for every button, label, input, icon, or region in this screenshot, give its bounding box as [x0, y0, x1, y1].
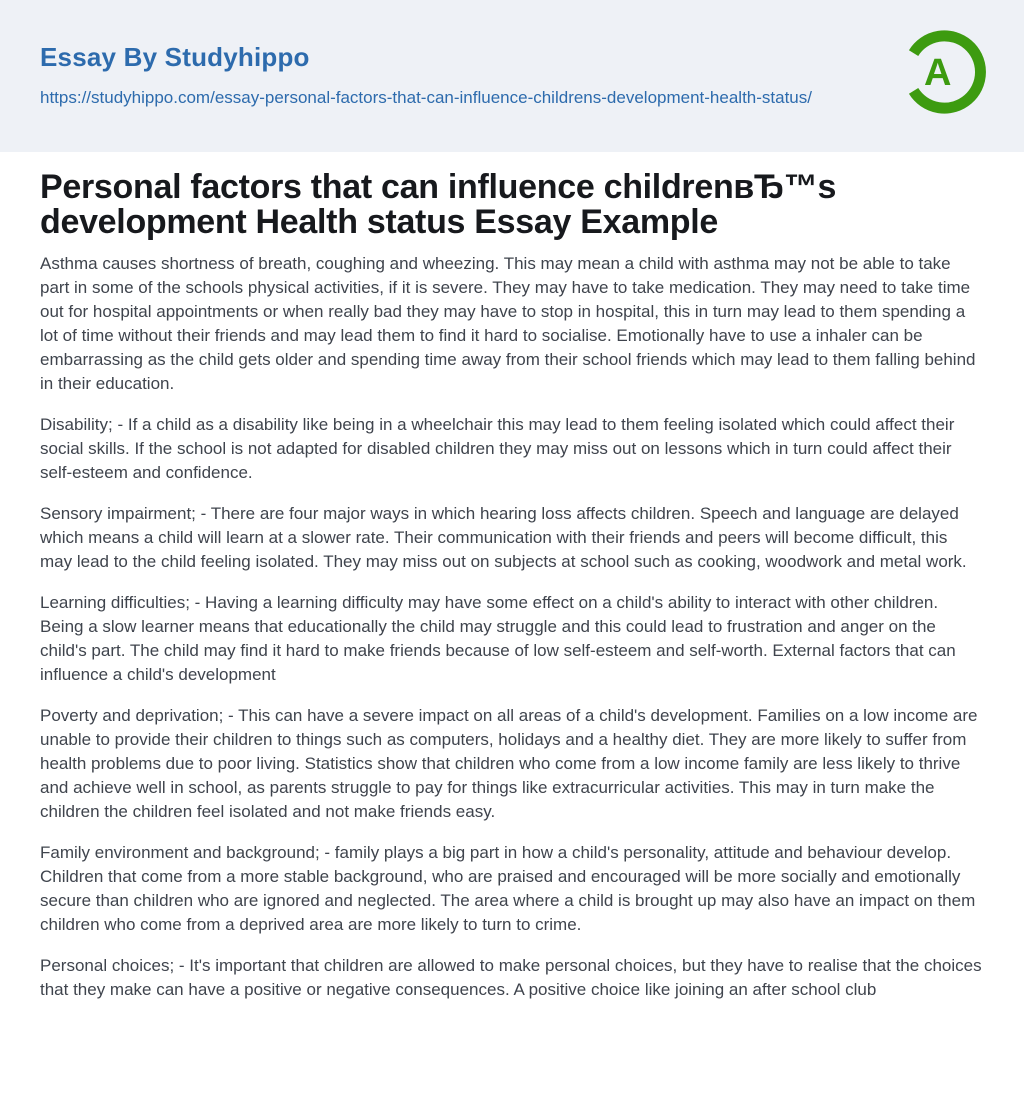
essay-paragraph: Learning difficulties; - Having a learning difficulty may have some effect on a child's ability to interact with other children. Being a slow learner means that educationally the child may struggle and this could lead to frustration and anger on the child's part. The child may find it hard to make friends because of low self-esteem and self-worth. External factors that can influence a child's development [40, 593, 956, 684]
essay-title-line-1: Personal factors that can influence childrenвЂ™s [40, 168, 837, 206]
logo-letter: A [924, 52, 952, 94]
essay-url-link[interactable]: https://studyhippo.com/essay-personal-factors-that-can-influence-childrens-development-health-status/ [40, 88, 812, 107]
essay-paragraph: Disability; - If a child as a disability like being in a wheelchair this may lead to them feeling isolated which could affect their social skills. If the school is not adapted for disabled children they may miss out on lessons which in turn could affect their self-esteem and confidence. [40, 415, 955, 482]
essay-paragraph: Personal choices; - It's important that children are allowed to make personal choices, but they have to realise that the choices that they make can have a positive or negative consequences. A positive choice like joining an after school club [40, 956, 982, 999]
essay-paragraph: Family environment and background; - family plays a big part in how a child's personality, attitude and behaviour develop. Children that come from a more stable background, who are praised and encouraged will be more socially and emotionally secure than children who are ignored and neglected. The area where a child is brought up may also have an impact on them children who come from a deprived area are more likely to turn to crime. [40, 843, 976, 934]
essay-paragraph: Sensory impairment; - There are four major ways in which hearing loss affects children. Speech and language are delayed which means a child will learn at a slower rate. Their communication with their friends and peers will become difficult, this may lead to the child feeling isolated. They may miss out on subjects at school such as cooking, woodwork and metal work. [40, 504, 967, 571]
page-header [0, 0, 1024, 152]
studyhippo-logo [902, 28, 986, 116]
essay-body [40, 252, 984, 1002]
essay-title-line-2: development Health status Essay Example [40, 203, 719, 241]
essay-article [0, 152, 1024, 1059]
essay-paragraph: Poverty and deprivation; - This can have a severe impact on all areas of a child's development. Families on a low income are unable to provide their children to things such as computers, holidays and a healthy diet. They are more likely to suffer from health problems due to poor living. Statistics show that children who come from a low income family are less likely to thrive and achieve well in school, as parents struggle to pay for things like extracurricular activities. This may in turn make the children the children feel isolated and not make friends easy. [40, 706, 978, 821]
essay-title [40, 170, 984, 240]
essay-paragraph: Asthma causes shortness of breath, coughing and wheezing. This may mean a child with asthma may not be able to take part in some of the schools physical activities, if it is severe. They may have to take medication. They may need to take time out for hospital appointments or when really bad they may have to stop in hospital, this in turn may lead to them spending a lot of time without their friends and may lead them to find it hard to socialise. Emotionally have to use a inhaler can be embarrassing as the child gets older and spending time away from their school friends which may lead to them falling behind in their education. [40, 254, 976, 393]
site-title: Essay By Studyhippo [40, 42, 310, 72]
